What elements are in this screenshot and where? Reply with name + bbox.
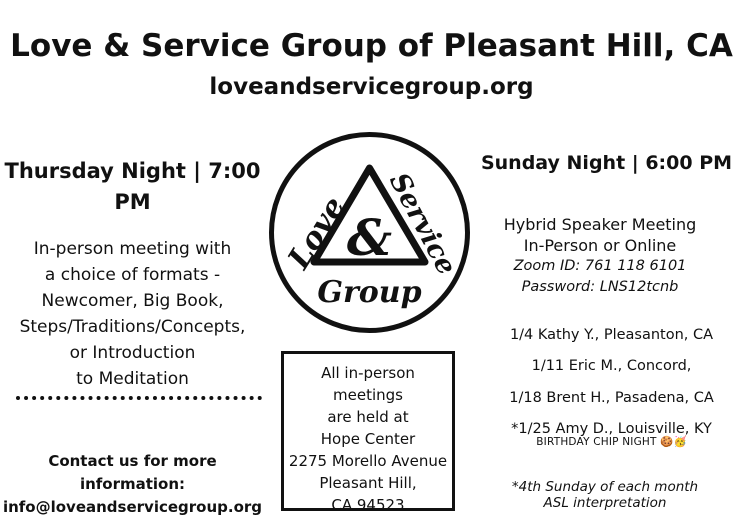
address-line: CA 94523 xyxy=(331,496,405,514)
dotted-divider xyxy=(16,396,262,400)
sunday-heading: Sunday Night | 6:00 PM xyxy=(480,152,733,174)
thursday-desc-line: Newcomer, Big Book, xyxy=(41,291,224,311)
sunday-type-line2: In-Person or Online xyxy=(523,236,677,255)
logo-word-service: Service xyxy=(382,167,463,281)
speaker-item: 1/4 Kathy Y., Pleasanton, CA xyxy=(509,327,714,343)
logo-ampersand: & xyxy=(346,208,393,267)
thursday-desc-line: In-person meeting with xyxy=(33,239,232,259)
address-line: Pleasant Hill, xyxy=(319,474,417,492)
thursday-description xyxy=(0,236,265,392)
page-title: Love & Service Group of Pleasant Hill, CA xyxy=(10,28,733,64)
logo-word-group: Group xyxy=(317,275,422,310)
website-link[interactable]: loveandservicegroup.org xyxy=(209,74,534,100)
logo-word-love: Love xyxy=(281,190,353,276)
thursday-desc-line: or Introduction xyxy=(69,343,196,363)
address-line: Hope Center xyxy=(320,430,416,448)
address-line: All in-person meetings xyxy=(321,364,415,404)
birthday-chip-note: BIRTHDAY CHIP NIGHT 🍪🥳 xyxy=(536,436,687,448)
address-box xyxy=(281,351,455,514)
asl-note xyxy=(470,479,740,511)
address-line: 2275 Morello Avenue xyxy=(288,452,448,470)
thursday-heading xyxy=(0,156,265,218)
contact-info xyxy=(0,450,265,519)
address-line: are held at xyxy=(327,408,409,426)
sunday-meeting-info xyxy=(485,214,715,298)
asl-line2: ASL interpretation xyxy=(543,495,667,511)
speaker-item: 1/18 Brent H., Pasadena, CA xyxy=(509,390,714,406)
thursday-desc-line: to Meditation xyxy=(76,369,189,389)
love-service-logo xyxy=(267,130,472,335)
zoom-password: Password: LNS12tcnb xyxy=(521,279,679,295)
sunday-type-line1: Hybrid Speaker Meeting xyxy=(503,215,697,234)
thursday-desc-line: a choice of formats - xyxy=(44,265,221,285)
contact-email[interactable]: info@loveandservicegroup.org xyxy=(2,498,263,516)
contact-line1: Contact us for more xyxy=(48,452,217,470)
thursday-desc-line: Steps/Traditions/Concepts, xyxy=(19,317,246,337)
thursday-heading-line2: PM xyxy=(114,190,151,214)
speaker-item: 1/11 Eric M., Concord, xyxy=(531,358,692,374)
asl-line1: *4th Sunday of each month xyxy=(511,479,699,495)
contact-line2: information: xyxy=(79,475,186,493)
thursday-heading-line1: Thursday Night | 7:00 xyxy=(4,159,261,183)
zoom-id[interactable]: Zoom ID: 761 118 6101 xyxy=(513,258,687,274)
speaker-item: *1/25 Amy D., Louisville, KY xyxy=(511,421,712,437)
